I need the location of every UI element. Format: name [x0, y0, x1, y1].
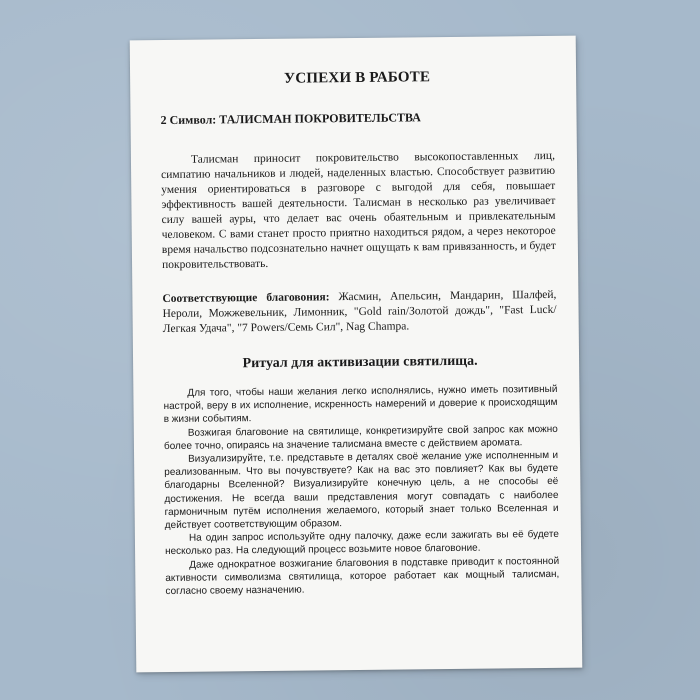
- intro-paragraph: Талисман приносит покровительство высокопоставленных лиц, симпатию начальников и людей, наделенных властью. Способствует развитию умения ориентироваться в разговоре с выгодой для себя, повышает эффективность вашей деятельности. Талисман в несколько раз увеличивает силу вашей ауры, что делает вас очень обаятельным и привлекательным человеком. С вами станет просто приятно находиться рядом, а через некоторое время начальство подсознательно начнет ощущать к вам привязанность, и будет покровительствовать.: [161, 149, 556, 272]
- incense-paragraph: [162, 288, 556, 337]
- document-subtitle: 2 Символ: ТАЛИСМАН ПОКРОВИТЕЛЬСТВА: [160, 110, 421, 128]
- ritual-section: [163, 383, 559, 598]
- ritual-title: Ритуал для активизации святилища.: [242, 353, 478, 372]
- document-title: УСПЕХИ В РАБОТЕ: [283, 69, 431, 87]
- incense-list: Жасмин, Апельсин, Мандарин, Шалфей, Нероли, Можжевельник, Лимонник, "Gold rain/Золотой дождь", "Fast Luck/Легкая Удача", "7 Powers/Семь Сил", Nag Champa.: [162, 288, 557, 336]
- ritual-paragraph: Даже однократное возжигание благовония в подставке приводит к постоянной активности символизма святилища, которое работает как мощный талисман, согласно своему назначению.: [165, 555, 560, 598]
- incense-label: Соответствующие благовония:: [162, 291, 330, 306]
- ritual-paragraph: Визуализируйте, т.е. представьте в деталях своё желание уже исполненным и реализованным. Что вы почувствуете? Как на вас это повлияет? Как вы будете благодарны Вселенной? Визуализируйте конечную цель, а не способы её достижения. Не всегда ваши представления могут совпадать с наиболее гармоничным путём исполнения желаемого, который знает только Вселенная и действует соответствующим образом.: [164, 449, 559, 532]
- ritual-paragraph: Возжигая благовоние на святилище, конкретизируйте свой запрос как можно более точно, опираясь на значение талисмана вместе с действием аромата.: [163, 423, 558, 452]
- ritual-paragraph: На один запрос используйте одну палочку, даже если зажигать вы её будете несколько раз. На следующий процесс возьмите новое благовоние.: [165, 529, 559, 558]
- ritual-paragraph: Для того, чтобы наши желания легко исполнялись, нужно иметь позитивный настрой, веру в их исполнение, искренность намерений и доверие к происходящим в жизни событиям.: [163, 383, 558, 426]
- document-page: [130, 36, 583, 673]
